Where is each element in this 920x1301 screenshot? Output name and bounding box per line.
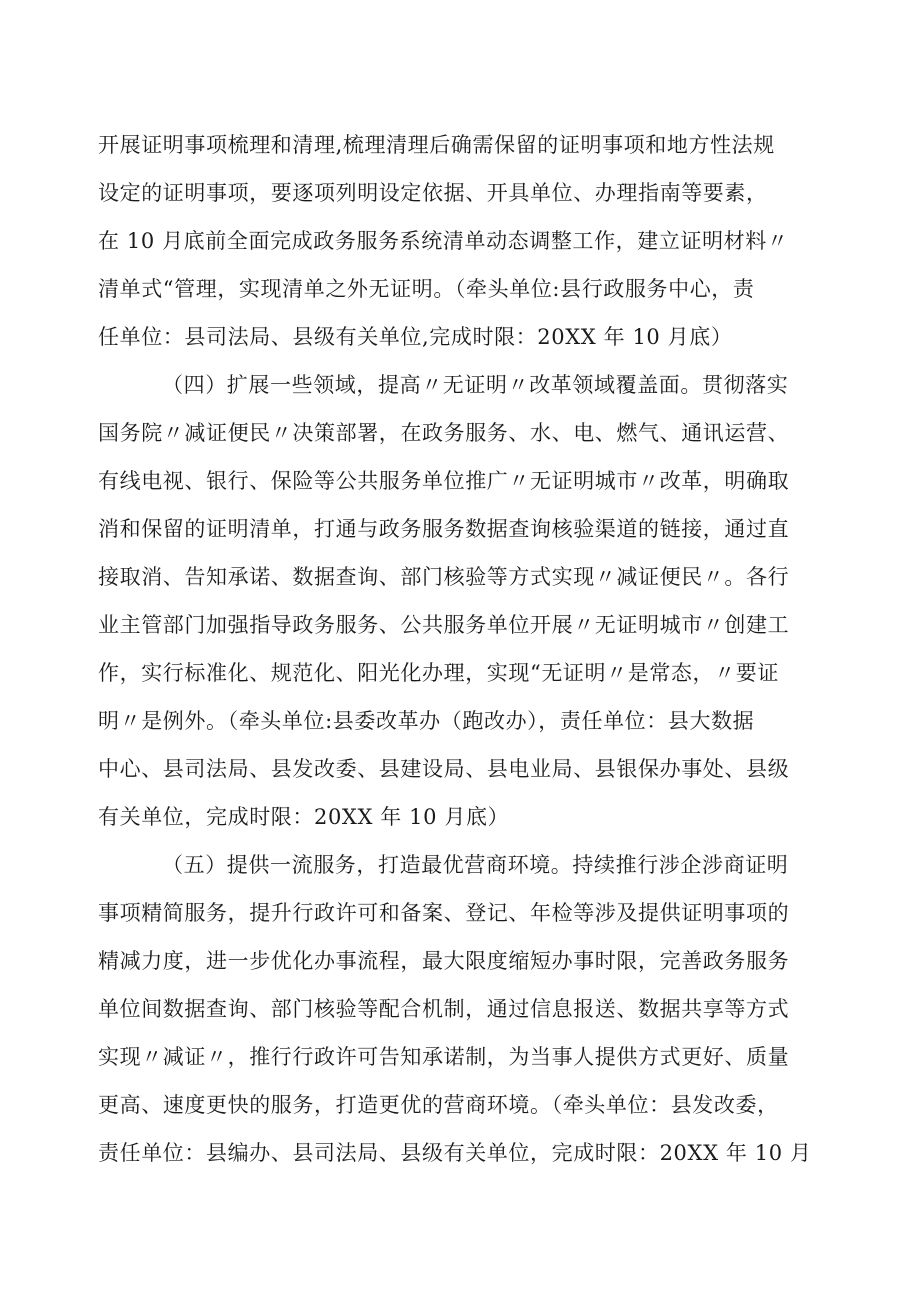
text-line: 更高、速度更快的服务，打造更优的营商环境。（牵头单位：县发改委， bbox=[98, 1093, 779, 1117]
text-line: 单位间数据查询、部门核验等配合机制，通过信息报送、数据共享等方式 bbox=[98, 997, 790, 1021]
text-line: 任单位：县司法局、县级有关单位,完成时限：20XX 年 10 月底） bbox=[98, 325, 733, 349]
text-line: 明〃是例外。（牵头单位:县委改革办（跑改办），责任单位：县大数据 bbox=[98, 709, 755, 733]
text-line: 实现〃减证〃，推行行政许可告知承诺制，为当事人提供方式更好、质量 bbox=[98, 1045, 790, 1069]
paragraph-heading-5: （五）提供一流服务，打造最优营商环境。持续推行涉企涉商证明 bbox=[162, 853, 789, 877]
text-line: 作，实行标准化、规范化、阳光化办理，实现“无证明〃是常态，〃要证 bbox=[98, 661, 779, 685]
text-line: 国务院〃减证便民〃决策部署，在政务服务、水、电、燃气、通讯运营、 bbox=[98, 421, 790, 445]
text-line: 业主管部门加强指导政务服务、公共服务单位开展〃无证明城市〃创建工 bbox=[98, 613, 790, 637]
text-line: 责任单位：县编办、县司法局、县级有关单位，完成时限：20XX 年 10 月 bbox=[98, 1141, 812, 1165]
text-line: 精减力度，进一步优化办事流程，最大限度缩短办事时限，完善政务服务 bbox=[98, 949, 790, 973]
text-line: 消和保留的证明清单，打通与政务服务数据查询核验渠道的链接，通过直 bbox=[98, 517, 790, 541]
text-line: 有关单位，完成时限：20XX 年 10 月底） bbox=[98, 805, 510, 829]
paragraph-heading-4: （四）扩展一些领域，提高〃无证明〃改革领域覆盖面。贯彻落实 bbox=[162, 373, 789, 397]
text-line: 事项精简服务，提升行政许可和备案、登记、年检等涉及提供证明事项的 bbox=[98, 901, 790, 925]
text-line: 在 10 月底前全面完成政务服务系统清单动态调整工作，建立证明材料〃 bbox=[98, 229, 789, 253]
text-line: 清单式“管理，实现清单之外无证明。（牵头单位:县行政服务中心，责 bbox=[98, 277, 755, 301]
text-line: 开展证明事项梳理和清理,梳理清理后确需保留的证明事项和地方性法规 bbox=[98, 133, 775, 157]
text-line: 设定的证明事项，要逐项列明设定依据、开具单位、办理指南等要素， bbox=[98, 181, 768, 205]
text-line: 有线电视、银行、保险等公共服务单位推广〃无证明城市〃改革，明确取 bbox=[98, 469, 790, 493]
text-line: 中心、县司法局、县发改委、县建设局、县电业局、县银保办事处、县级 bbox=[98, 757, 790, 781]
text-line: 接取消、告知承诺、数据查询、部门核验等方式实现〃减证便民〃。各行 bbox=[98, 565, 790, 589]
